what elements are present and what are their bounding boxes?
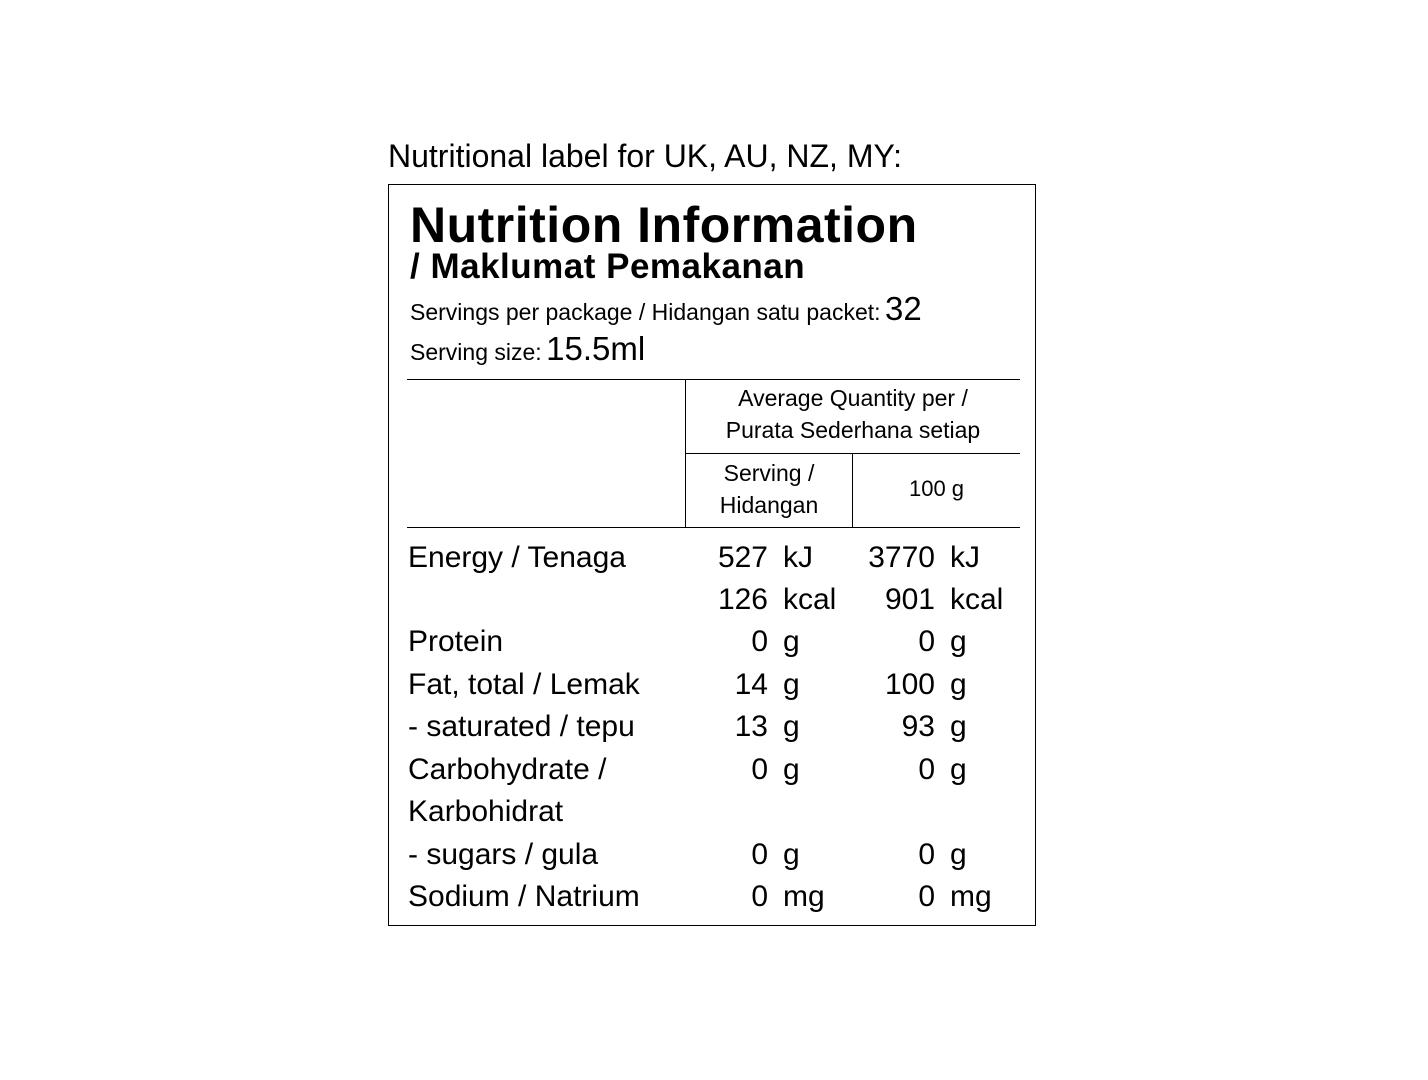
per-100g-unit: g [950,753,967,786]
per-100g-unit: kJ [950,541,980,574]
header-serving-line2: Hidangan [719,492,819,518]
per-serving-value: 0 [751,753,768,786]
nutrient-label: Sodium / Natrium [408,880,640,913]
nutrient-label: - saturated / tepu [408,710,635,743]
per-serving-unit: kcal [783,583,837,616]
per-100g-value: 0 [918,753,935,786]
per-100g-value: 0 [918,625,935,658]
per-serving-unit: g [783,710,800,743]
header-bottom-rule [407,527,1020,528]
per-100g-value: 901 [884,583,935,616]
header-average-quantity [686,382,1020,446]
label-subtitle: / Maklumat Pemakanan [410,247,806,286]
header-serving-line1: Serving / [723,460,815,486]
nutrient-label: Energy / Tenaga [408,541,626,574]
servings-per-package-value: 32 [884,290,922,327]
serving-size [410,329,645,376]
per-serving-value: 126 [717,583,768,616]
per-100g-unit: g [950,625,967,658]
per-serving-value: 527 [717,541,768,574]
per-100g-value: 0 [918,838,935,871]
per-serving-unit: mg [783,880,825,913]
per-serving-unit: g [783,753,800,786]
per-100g-unit: g [950,710,967,743]
per-serving-unit: kJ [783,541,813,574]
per-serving-unit: g [783,838,800,871]
per-100g-value: 93 [901,710,935,743]
serving-size-label: Serving size: [410,339,542,365]
per-100g-unit: kcal [950,583,1004,616]
per-100g-unit: g [950,668,967,701]
label-title: Nutrition Information [410,197,918,253]
per-100g-unit: g [950,838,967,871]
header-average-line2: Purata Sederhana setiap [725,417,981,443]
servings-per-package-label: Servings per package / Hidangan satu packet: [410,299,881,325]
per-serving-unit: g [783,668,800,701]
header-per-serving [686,457,852,521]
nutrition-label-panel [388,184,1036,926]
per-serving-value: 14 [734,668,768,701]
per-serving-value: 0 [751,880,768,913]
per-serving-value: 0 [751,625,768,658]
per-100g-value: 100 [884,668,935,701]
per-serving-value: 13 [734,710,768,743]
header-per-100g: 100 g [908,476,965,501]
per-serving-unit: g [783,625,800,658]
per-serving-value: 0 [751,838,768,871]
nutrient-label: Protein [408,625,504,658]
nutrient-label: Fat, total / Lemak [408,668,640,701]
per-100g-unit: mg [950,880,992,913]
label-caption: Nutritional label for UK, AU, NZ, MY: [388,138,902,174]
header-top-rule [407,379,1020,380]
nutrient-label: - sugars / gula [408,838,599,871]
nutrient-label: Carbohydrate / [408,753,607,786]
nutrient-label: Karbohidrat [408,795,564,828]
header-average-line1: Average Quantity per / [738,385,968,411]
per-100g-value: 0 [918,880,935,913]
serving-size-value: 15.5ml [546,330,646,367]
per-100g-value: 3770 [868,541,935,574]
